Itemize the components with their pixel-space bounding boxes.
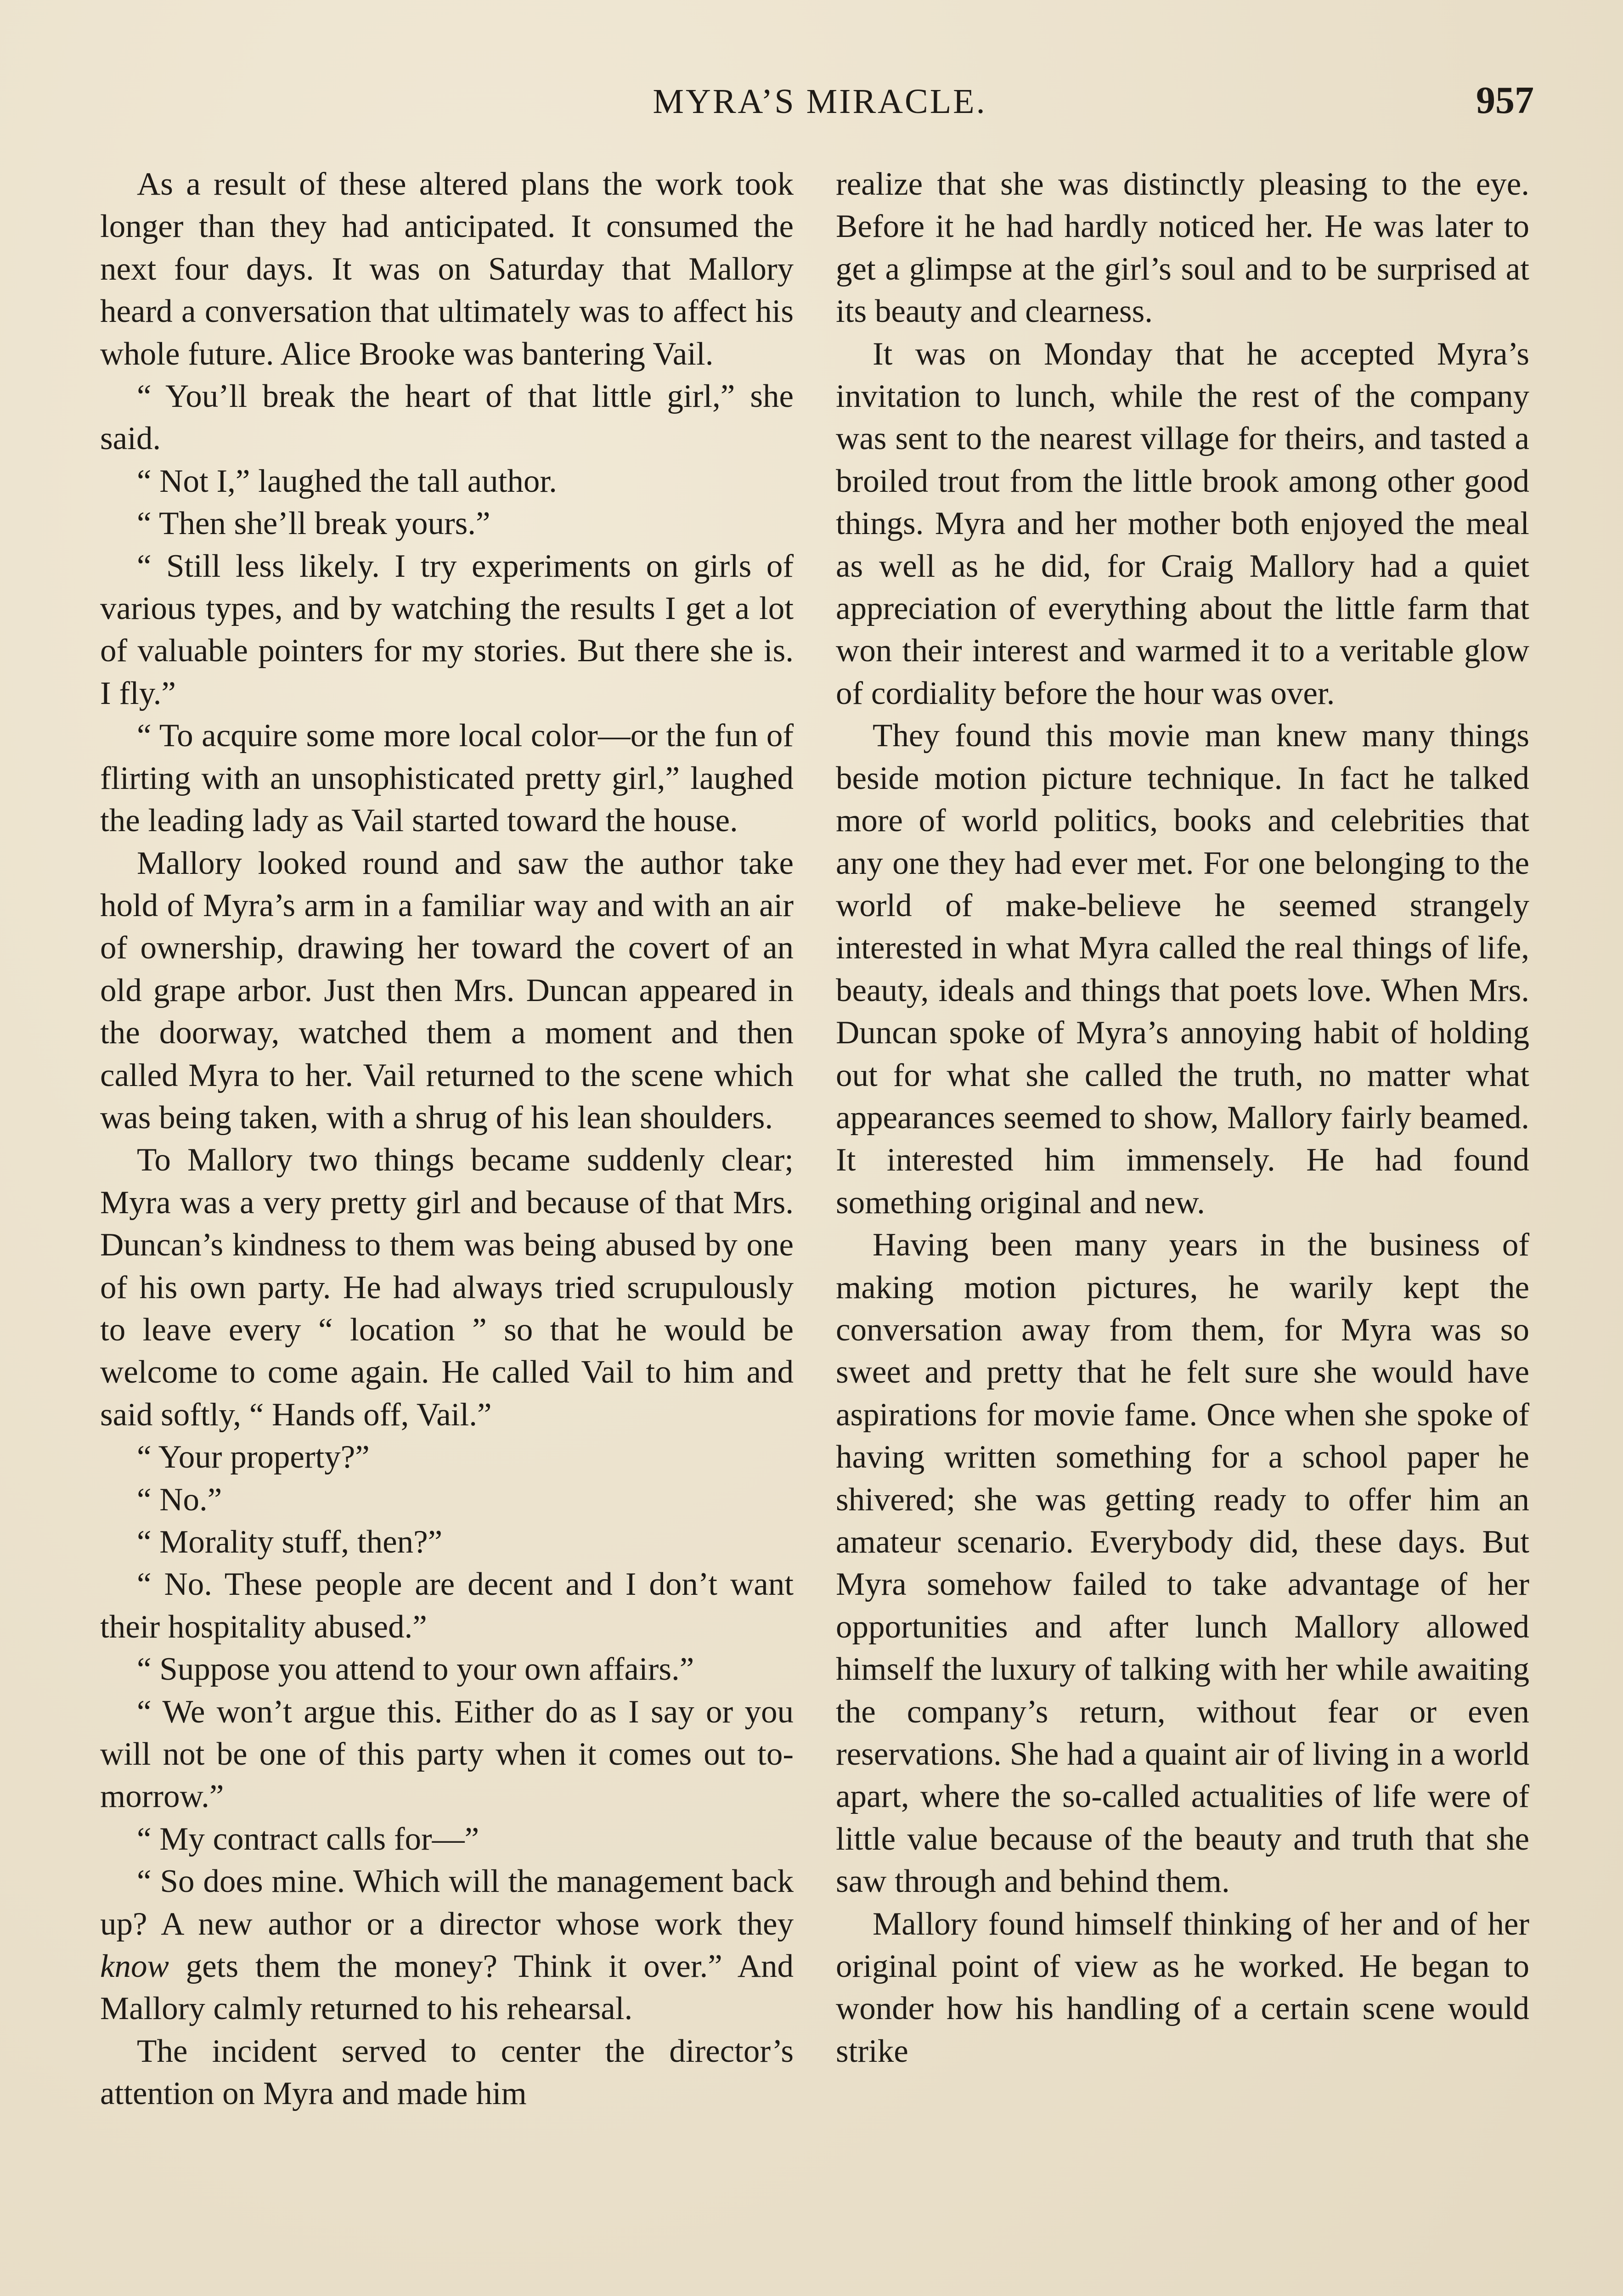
running-title: MYRA’S MIRACLE. <box>653 82 987 121</box>
running-head <box>106 78 1534 129</box>
paragraph: “ Your property?” <box>137 1439 370 1475</box>
paragraph: “ Morality stuff, then?” <box>137 1524 443 1560</box>
paragraph: “ Then she’ll break yours.” <box>137 506 490 542</box>
left-column <box>100 163 794 2115</box>
paragraph: “ No.” <box>137 1481 222 1518</box>
paragraph: “ Not I,” laughed the tall author. <box>137 463 557 499</box>
paragraph-with-italic <box>100 1860 794 2030</box>
paragraph: They found this movie man knew many things beside motion picture technique. In fact he talked more of world politics, books and celebrities that any one they had ever met. For one belonging to the world of make-believe he seemed strangely interested in what Myra called the real things of life, beauty, ideals and things that poets love. When Mrs. Duncan spoke of Myra’s annoying habit of holding out for what she called the truth, no matter what appearances seemed to show, Mallory fairly beamed. It interested him immensely. He had found something original and new. <box>836 718 1529 1221</box>
page-number: 957 <box>1476 79 1534 122</box>
paragraph: The incident served to center the director’s attention on Myra and made him <box>100 2033 794 2112</box>
paragraph: “ Suppose you attend to your own affairs.” <box>137 1651 694 1688</box>
italic-word: know <box>100 1948 169 1985</box>
paragraph: It was on Monday that he accepted Myra’s invitation to lunch, while the rest of the company was sent to the nearest village for theirs, and tasted a broiled trout from the little brook among other good things. Myra and her mother both enjoyed the meal as well as he did, for Craig Mallory had a quiet appreciation of everything about the little farm that won their interest and warmed it to a veritable glow of cordiality before the hour was over. <box>836 336 1529 711</box>
paragraph: “ Still less likely. I try experiments on girls of various types, and by watching the results I get a lot of valuable pointers for my stories. But there she is. I fly.” <box>100 548 794 711</box>
paragraph: “ To acquire some more local color—or the fun of flirting with an unsophisticated pretty girl,” laughed the leading lady as Vail started toward the house. <box>100 718 794 839</box>
paragraph: “ We won’t argue this. Either do as I say or you will not be one of this party when it comes out to-morrow.” <box>100 1694 794 1815</box>
paragraph: “ My contract calls for—” <box>137 1821 479 1857</box>
paragraph: “ No. These people are decent and I don’t want their hospitality abused.” <box>100 1566 794 1645</box>
paragraph-text: gets them the money? Think it over.” And Mallory calmly returned to his rehearsal. <box>100 1948 794 2027</box>
paragraph: “ You’ll break the heart of that little girl,” she said. <box>100 378 794 457</box>
paragraph: To Mallory two things became suddenly clear; Myra was a very pretty girl and because of that Mrs. Duncan’s kindness to them was being abused by one of his own party. He had always tried scrupulously to leave every “ location ” so that he would be welcome to come again. He called Vail to him and said softly, “ Hands off, Vail.” <box>100 1142 794 1433</box>
right-column <box>836 163 1529 2072</box>
paragraph-text: “ So does mine. Which will the management back up? A new author or a director whose work they <box>100 1863 794 1942</box>
paragraph: Having been many years in the business of making motion pictures, he warily kept the conversation away from them, for Myra was so sweet and pretty that he felt sure she would have aspirations for movie fame. Once when she spoke of having written something for a school paper he shivered; she was getting ready to offer him an amateur scenario. Everybody did, these days. But Myra somehow failed to take advantage of her opportunities and after lunch Mallory allowed himself the luxury of talking with her while awaiting the company’s return, without fear or even reservations. She had a quaint air of living in a world apart, where the so-called actualities of life were of little value because of the beauty and truth that she saw through and behind them. <box>836 1227 1529 1900</box>
paragraph-continuation: realize that she was distinctly pleasing to the eye. Before it he had hardly noticed her. He was later to get a glimpse at the girl’s soul and to be surprised at its beauty and clearness. <box>836 166 1529 330</box>
paragraph: Mallory looked round and saw the author take hold of Myra’s arm in a familiar way and with an air of ownership, drawing her toward the covert of an old grape arbor. Just then Mrs. Duncan appeared in the doorway, watched them a moment and then called Myra to her. Vail returned to the scene which was being taken, with a shrug of his lean shoulders. <box>100 845 794 1136</box>
paragraph: As a result of these altered plans the work took longer than they had anticipated. It consumed the next four days. It was on Saturday that Mallory heard a conversation that ultimately was to affect his whole future. Alice Brooke was bantering Vail. <box>100 166 794 372</box>
paragraph: Mallory found himself thinking of her and of her original point of view as he worked. He began to wonder how his handling of a certain scene would strike <box>836 1906 1529 2069</box>
